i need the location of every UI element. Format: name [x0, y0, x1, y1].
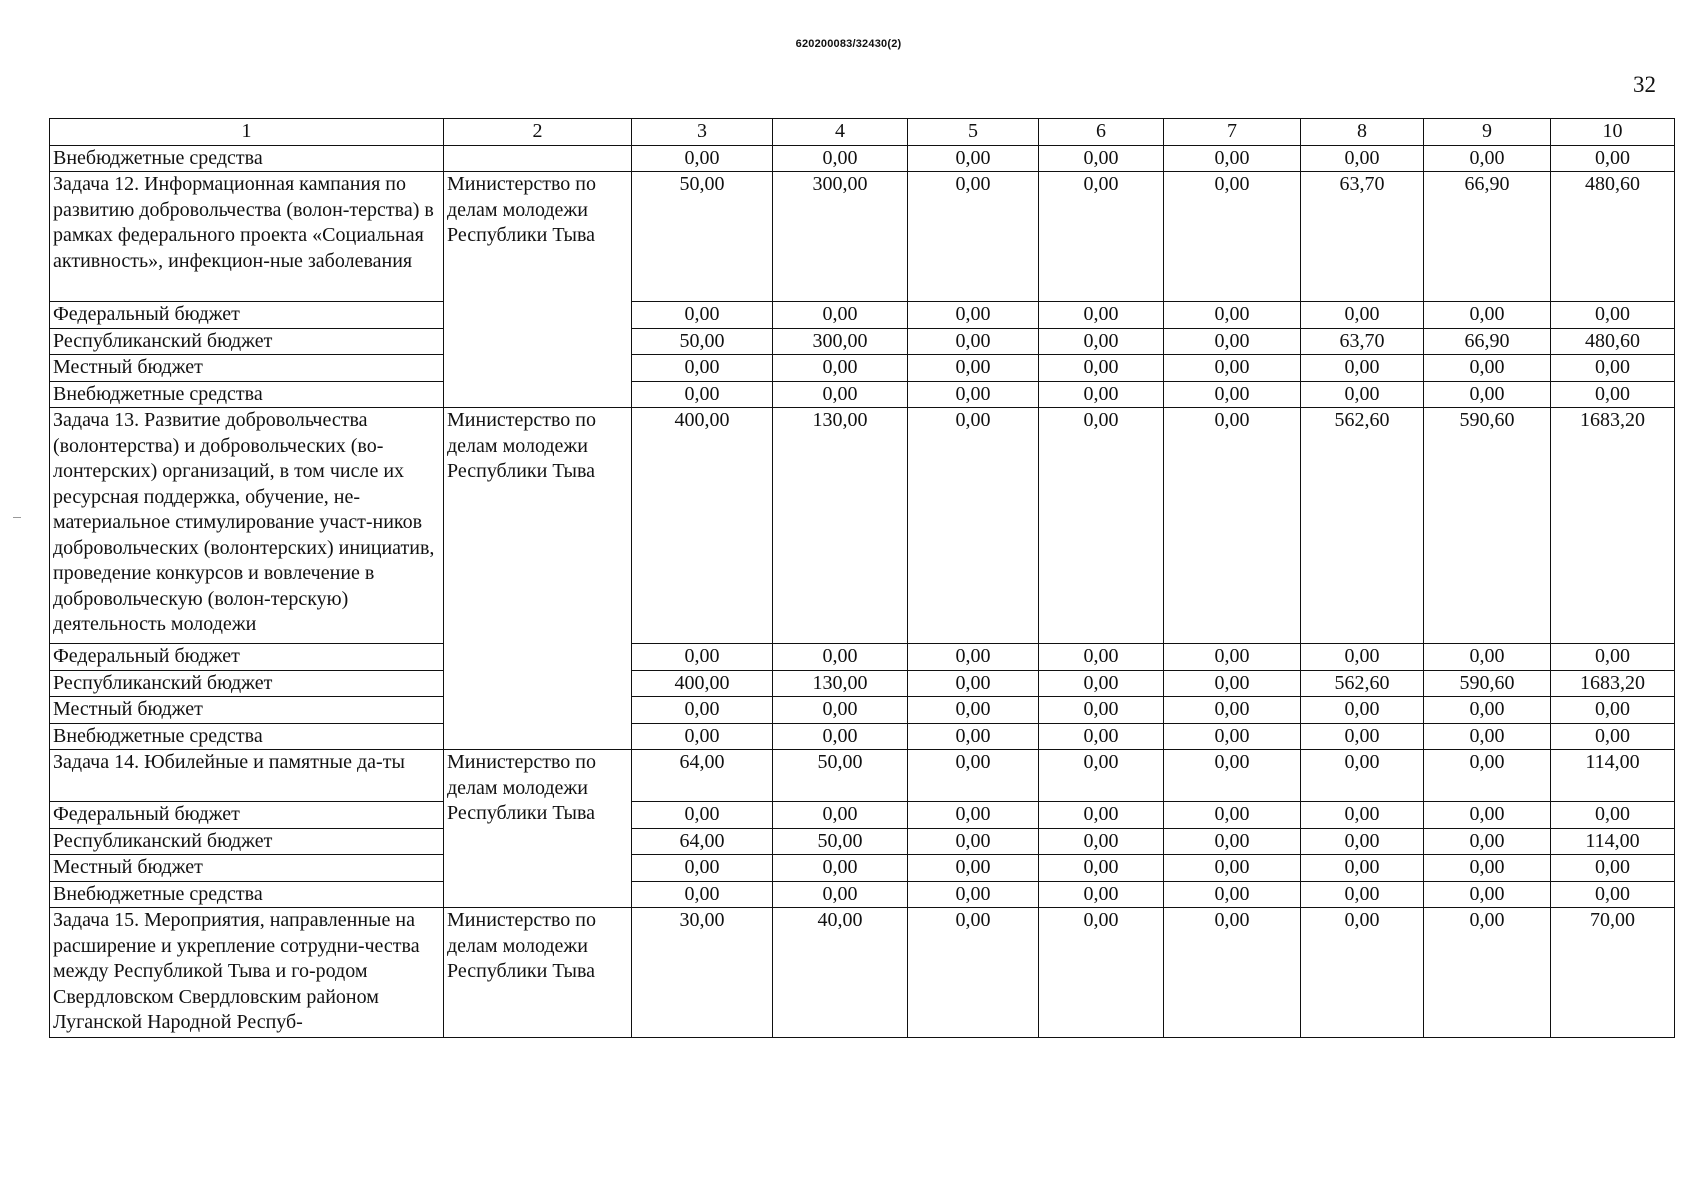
- value-cell: 0,00: [1164, 750, 1301, 802]
- table-row: [50, 802, 1675, 829]
- value-cell: 0,00: [632, 697, 773, 724]
- value-cell: 300,00: [773, 328, 908, 355]
- value-cell: 0,00: [773, 723, 908, 750]
- value-cell: 0,00: [908, 881, 1039, 908]
- value-cell: 0,00: [1301, 750, 1424, 802]
- table-row: [50, 828, 1675, 855]
- value-cell: 0,00: [908, 828, 1039, 855]
- value-cell: 30,00: [632, 908, 773, 1038]
- value-cell: 480,60: [1551, 328, 1675, 355]
- value-cell: 0,00: [1301, 881, 1424, 908]
- value-cell: 0,00: [632, 855, 773, 882]
- value-cell: 0,00: [1164, 855, 1301, 882]
- value-cell: 0,00: [1551, 381, 1675, 408]
- value-cell: 480,60: [1551, 172, 1675, 302]
- row-label: Федеральный бюджет: [50, 802, 444, 829]
- executor-cell: Министерство по делам молодежи Республики Тыва: [444, 750, 632, 908]
- row-label: Задача 15. Мероприятия, направленные на расширение и укрепление сотрудни-чества между Республикой Тыва и го-родом Свердловском Свердловским районом Луганской Народной Респуб-: [50, 908, 444, 1038]
- row-label: Местный бюджет: [50, 697, 444, 724]
- value-cell: 562,60: [1301, 408, 1424, 644]
- value-cell: 0,00: [1164, 302, 1301, 329]
- row-label: Внебюджетные средства: [50, 145, 444, 172]
- value-cell: 0,00: [773, 802, 908, 829]
- value-cell: 0,00: [1551, 802, 1675, 829]
- value-cell: 0,00: [1301, 908, 1424, 1038]
- column-number: 1: [50, 119, 444, 146]
- executor-cell: Министерство по делам молодежи Республики Тыва: [444, 172, 632, 408]
- value-cell: 0,00: [1301, 145, 1424, 172]
- column-number: 2: [444, 119, 632, 146]
- value-cell: 40,00: [773, 908, 908, 1038]
- value-cell: 0,00: [1424, 802, 1551, 829]
- value-cell: 0,00: [1551, 723, 1675, 750]
- value-cell: 0,00: [1551, 355, 1675, 382]
- value-cell: 0,00: [1164, 644, 1301, 671]
- value-cell: 0,00: [773, 697, 908, 724]
- value-cell: 0,00: [1551, 855, 1675, 882]
- value-cell: 0,00: [1164, 172, 1301, 302]
- value-cell: 0,00: [1039, 881, 1164, 908]
- executor-cell: [444, 145, 632, 172]
- value-cell: 590,60: [1424, 408, 1551, 644]
- value-cell: 0,00: [1301, 802, 1424, 829]
- value-cell: 0,00: [1424, 828, 1551, 855]
- value-cell: 0,00: [1301, 723, 1424, 750]
- column-number: 9: [1424, 119, 1551, 146]
- value-cell: 0,00: [908, 670, 1039, 697]
- column-number: 5: [908, 119, 1039, 146]
- value-cell: 66,90: [1424, 172, 1551, 302]
- value-cell: 63,70: [1301, 328, 1424, 355]
- value-cell: 0,00: [1551, 697, 1675, 724]
- value-cell: 0,00: [1301, 381, 1424, 408]
- value-cell: 0,00: [908, 697, 1039, 724]
- value-cell: 0,00: [773, 302, 908, 329]
- value-cell: 0,00: [908, 723, 1039, 750]
- value-cell: 0,00: [1424, 644, 1551, 671]
- table-row: [50, 145, 1675, 172]
- value-cell: 0,00: [1039, 855, 1164, 882]
- value-cell: 0,00: [1039, 145, 1164, 172]
- value-cell: 0,00: [1039, 697, 1164, 724]
- row-label: Республиканский бюджет: [50, 828, 444, 855]
- row-label: Задача 13. Развитие добровольчества (волонтерства) и добровольческих (во-лонтерских) организаций, в том числе их ресурсная поддержка, обучение, не-материальное стимулирование участ-ников добровольческих (волонтерских) инициатив, проведение конкурсов и вовлечение в добровольческую (волон-терскую) деятельность молодежи: [50, 408, 444, 644]
- column-number-row: [50, 119, 1675, 146]
- value-cell: 0,00: [1164, 145, 1301, 172]
- value-cell: 0,00: [1424, 723, 1551, 750]
- row-label: Федеральный бюджет: [50, 302, 444, 329]
- value-cell: 0,00: [1164, 355, 1301, 382]
- value-cell: 0,00: [908, 302, 1039, 329]
- row-label: Местный бюджет: [50, 355, 444, 382]
- value-cell: 50,00: [773, 828, 908, 855]
- value-cell: 0,00: [1551, 145, 1675, 172]
- row-label: Внебюджетные средства: [50, 723, 444, 750]
- value-cell: 130,00: [773, 670, 908, 697]
- value-cell: 562,60: [1301, 670, 1424, 697]
- row-label: Местный бюджет: [50, 855, 444, 882]
- value-cell: 0,00: [1424, 855, 1551, 882]
- value-cell: 0,00: [773, 644, 908, 671]
- value-cell: 0,00: [1164, 908, 1301, 1038]
- table-row: [50, 381, 1675, 408]
- value-cell: 0,00: [632, 145, 773, 172]
- value-cell: 0,00: [1039, 302, 1164, 329]
- value-cell: 0,00: [1039, 723, 1164, 750]
- executor-cell: Министерство по делам молодежи Республики Тыва: [444, 408, 632, 750]
- column-number: 6: [1039, 119, 1164, 146]
- value-cell: 0,00: [908, 328, 1039, 355]
- value-cell: 66,90: [1424, 328, 1551, 355]
- value-cell: 0,00: [1424, 381, 1551, 408]
- value-cell: 0,00: [1039, 381, 1164, 408]
- value-cell: 0,00: [1424, 750, 1551, 802]
- scan-edge-mark: [13, 517, 21, 518]
- value-cell: 0,00: [1301, 855, 1424, 882]
- value-cell: 0,00: [1424, 145, 1551, 172]
- value-cell: 0,00: [908, 145, 1039, 172]
- value-cell: 63,70: [1301, 172, 1424, 302]
- value-cell: 0,00: [1039, 644, 1164, 671]
- table-row: [50, 302, 1675, 329]
- value-cell: 0,00: [908, 644, 1039, 671]
- value-cell: 0,00: [1551, 644, 1675, 671]
- value-cell: 0,00: [1301, 697, 1424, 724]
- table-row: [50, 697, 1675, 724]
- row-label: Задача 12. Информационная кампания по развитию добровольчества (волон-терства) в рамках федерального проекта «Социальная активность», инфекцион-ные заболевания: [50, 172, 444, 302]
- value-cell: 0,00: [773, 355, 908, 382]
- row-label: Республиканский бюджет: [50, 328, 444, 355]
- page-number: 32: [1633, 72, 1656, 97]
- table-row: [50, 328, 1675, 355]
- value-cell: 400,00: [632, 670, 773, 697]
- value-cell: 0,00: [1301, 355, 1424, 382]
- column-number: 8: [1301, 119, 1424, 146]
- value-cell: 0,00: [1424, 697, 1551, 724]
- value-cell: 0,00: [1164, 381, 1301, 408]
- value-cell: 0,00: [1424, 302, 1551, 329]
- value-cell: 0,00: [1039, 828, 1164, 855]
- column-number: 7: [1164, 119, 1301, 146]
- value-cell: 0,00: [632, 802, 773, 829]
- value-cell: 50,00: [773, 750, 908, 802]
- value-cell: 0,00: [1164, 802, 1301, 829]
- value-cell: 0,00: [908, 408, 1039, 644]
- value-cell: 0,00: [773, 145, 908, 172]
- value-cell: 0,00: [632, 881, 773, 908]
- table-row: [50, 408, 1675, 644]
- value-cell: 0,00: [1301, 302, 1424, 329]
- column-number: 3: [632, 119, 773, 146]
- row-label: Задача 14. Юбилейные и памятные да-ты: [50, 750, 444, 802]
- value-cell: 0,00: [1551, 881, 1675, 908]
- row-label: Республиканский бюджет: [50, 670, 444, 697]
- table-row: [50, 908, 1675, 1038]
- budget-table: [49, 118, 1675, 1038]
- value-cell: 0,00: [1039, 802, 1164, 829]
- value-cell: 0,00: [1301, 828, 1424, 855]
- value-cell: 0,00: [1424, 908, 1551, 1038]
- value-cell: 0,00: [908, 381, 1039, 408]
- value-cell: 0,00: [1164, 881, 1301, 908]
- column-number: 4: [773, 119, 908, 146]
- value-cell: 64,00: [632, 828, 773, 855]
- value-cell: 590,60: [1424, 670, 1551, 697]
- table-row: [50, 670, 1675, 697]
- value-cell: 0,00: [908, 355, 1039, 382]
- row-label: Внебюджетные средства: [50, 381, 444, 408]
- value-cell: 0,00: [1039, 908, 1164, 1038]
- value-cell: 0,00: [908, 855, 1039, 882]
- value-cell: 0,00: [1164, 723, 1301, 750]
- value-cell: 0,00: [773, 855, 908, 882]
- value-cell: 0,00: [1039, 750, 1164, 802]
- value-cell: 130,00: [773, 408, 908, 644]
- document-code: 620200083/32430(2): [795, 38, 902, 50]
- value-cell: 0,00: [1424, 355, 1551, 382]
- value-cell: 0,00: [1164, 697, 1301, 724]
- table-row: [50, 644, 1675, 671]
- value-cell: 0,00: [1164, 828, 1301, 855]
- value-cell: 50,00: [632, 172, 773, 302]
- value-cell: 70,00: [1551, 908, 1675, 1038]
- value-cell: 0,00: [632, 302, 773, 329]
- value-cell: 1683,20: [1551, 670, 1675, 697]
- table-row: [50, 355, 1675, 382]
- value-cell: 0,00: [1039, 355, 1164, 382]
- row-label: Федеральный бюджет: [50, 644, 444, 671]
- value-cell: 0,00: [1301, 644, 1424, 671]
- table-row: [50, 855, 1675, 882]
- value-cell: 0,00: [773, 381, 908, 408]
- value-cell: 0,00: [1039, 328, 1164, 355]
- value-cell: 114,00: [1551, 750, 1675, 802]
- value-cell: 0,00: [908, 750, 1039, 802]
- value-cell: 0,00: [632, 644, 773, 671]
- value-cell: 0,00: [773, 881, 908, 908]
- value-cell: 0,00: [1551, 302, 1675, 329]
- value-cell: 0,00: [1424, 881, 1551, 908]
- value-cell: 114,00: [1551, 828, 1675, 855]
- value-cell: 300,00: [773, 172, 908, 302]
- column-number: 10: [1551, 119, 1675, 146]
- table-row: [50, 172, 1675, 302]
- value-cell: 0,00: [908, 172, 1039, 302]
- value-cell: 0,00: [632, 355, 773, 382]
- table-row: [50, 723, 1675, 750]
- value-cell: 50,00: [632, 328, 773, 355]
- value-cell: 0,00: [1164, 670, 1301, 697]
- value-cell: 64,00: [632, 750, 773, 802]
- value-cell: 0,00: [1164, 328, 1301, 355]
- executor-cell: Министерство по делам молодежи Республики Тыва: [444, 908, 632, 1038]
- row-label: Внебюджетные средства: [50, 881, 444, 908]
- value-cell: 0,00: [1039, 172, 1164, 302]
- value-cell: 0,00: [1164, 408, 1301, 644]
- value-cell: 0,00: [632, 381, 773, 408]
- value-cell: 0,00: [1039, 408, 1164, 644]
- value-cell: 0,00: [908, 802, 1039, 829]
- value-cell: 1683,20: [1551, 408, 1675, 644]
- table-row: [50, 881, 1675, 908]
- table-row: [50, 750, 1675, 802]
- value-cell: 0,00: [1039, 670, 1164, 697]
- value-cell: 400,00: [632, 408, 773, 644]
- value-cell: 0,00: [632, 723, 773, 750]
- value-cell: 0,00: [908, 908, 1039, 1038]
